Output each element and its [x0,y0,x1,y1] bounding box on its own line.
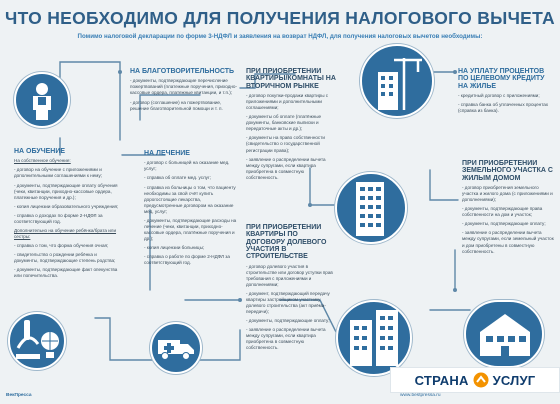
arrow-icon [473,372,489,388]
brand-part-2: УСЛУГ [492,372,536,388]
list-item: - заявление о распределении вычета между супругами, если квартира приобретена в совместную собственность. [246,156,326,180]
list-item: - копия лицензии образовательного учреждения; [14,203,119,209]
publisher-label: ВекПресса [6,393,32,398]
land-block [462,160,556,258]
mortgage-block [458,68,554,117]
list-item: - заявление о распределении вычета между супругами, если земельный участок и дом приобретены в совместную собственность. [462,230,554,254]
list-item: - договор приобретения земельного участка и жилого дома (с приложениями и дополнениями); [462,185,553,203]
list-item: - справка о том, что форма обучения очная; [14,243,109,249]
building-icon [352,178,388,238]
ambulance-icon [156,336,196,362]
list-item: - справка из больницы о том, что пациенту необходимы за свой счёт купить дорогостоящие лекарства, предусмотренные договором на оказание мед. услуг; [144,184,236,214]
person-icon [24,80,60,122]
shared-heading: ПРИ ПРИОБРЕТЕНИИ КВАРТИРЫ ПО ДОГОВОРУ ДОЛЕВОГО УЧАСТИЯ В СТРОИТЕЛЬСТВЕ [246,224,327,261]
list-item: - договор на обучение с приложениями и дополнительными соглашениями к нему; [14,167,103,179]
list-item: На собственное обучение: [14,158,71,164]
list-item: - документы, подтверждающие факт опекунства или попечительства. [14,267,118,279]
crane-building-icon [372,52,424,112]
list-item: - копия лицензии больницы; [144,245,205,251]
list-item: - договор покупки-продажи квартиры с приложениями и дополнительными соглашениями; [246,93,329,111]
list-item: - документы, подтверждающие оплату обучения (чеки, квитанции, приходно-кассовые ордера, платежные поручения и др.); [14,182,118,200]
shared-block [246,224,334,355]
page-subtitle: Помимо налоговой декларации по форме 3-НДФЛ и заявления на возврат НДФЛ, для получения налоговых вычетов необходимы: [77,33,483,40]
list-item: - документы, подтверждающие расходы на лечение (чеки, квитанции, приходно-кассовые ордера, платёжные поручения и др.); [144,217,237,242]
list-item: - справка банка об уплаченных процентах (справка из банка). [458,102,549,114]
list-item: Дополнительно на обучение ребёнка/брата или сестры: [14,227,117,239]
list-item: - свидетельство о рождении ребёнка и документы, подтверждающие степень родства; [14,252,116,264]
mortgage-heading: НА УПЛАТУ ПРОЦЕНТОВ ПО ЦЕЛЕВОМУ КРЕДИТУ НА ЖИЛЬЕ [458,68,545,90]
page-title: ЧТО НЕОБХОДИМО ДЛЯ ПОЛУЧЕНИЯ НАЛОГОВОГО ВЫЧЕТА [5,8,555,28]
globe-icon [38,330,62,360]
list-item: - документы, подтверждающие права собственности на дом и участок; [462,206,543,218]
land-heading: ПРИ ПРИОБРЕТЕНИИ ЗЕМЕЛЬНОГО УЧАСТКА С ЖИЛЫМ ДОМОМ [462,160,553,182]
list-item: - справка об оплате мед. услуг; [144,175,211,181]
list-item: - документ, подтверждающий передачу квартиры застройщиком участнику долевого строительства (акт приёма-передачи); [246,290,330,315]
list-item: - справка о доходах по форме 2-НДФЛ за соответствующий год. [14,212,103,224]
charity-block [130,68,240,115]
education-heading: НА ОБУЧЕНИЕ [14,148,66,155]
brand-logo[interactable] [390,367,560,393]
list-item: - договор с больницей на оказание мед. услуг; [144,160,230,172]
treatment-heading: НА ЛЕЧЕНИЕ [144,150,190,157]
brand-part-1: СТРАНА [414,372,469,388]
publisher-url[interactable]: www.bestpressa.ru [400,393,441,398]
charity-heading: НА БЛАГОТВОРИТЕЛЬНОСТЬ [130,68,235,75]
secondary-block [246,68,336,184]
list-item: - справка о работе по форме 2-НДФЛ за соответствующий год. [144,254,230,266]
list-item: - документы об оплате (платёжные документы, банковские выписки и передаточные акты и др.); [246,114,322,132]
list-item: - договор (соглашение) на пожертвование, решение благотворительной помощи и т. п. [130,99,223,111]
list-item: - документы на право собственности (свидетельство о государственной регистрации права); [246,135,325,153]
list-item: - договор долевого участия в строительстве или договор уступки прав требования с приложениями и дополнениями; [246,263,333,287]
list-item: - документы, подтверждающие оплату; [246,318,330,324]
building-icon [346,306,402,368]
house-icon [476,310,534,358]
list-item: - заявление о распределении вычета между супругами, если квартира приобретена в совместную собственность. [246,327,326,351]
education-block [14,148,120,282]
list-item: - документы, подтверждающие оплату; [462,221,546,227]
list-item: - документы, подтверждающие перечисление пожертвований (платежные поручения, приходно-кассовые ордера, платежные квитанции, и т.п.); [130,78,238,96]
secondary-heading: ПРИ ПРИОБРЕТЕНИИ КВАРТИРЫ/КОМНАТЫ НА ВТОРИЧНОМ РЫНКЕ [246,68,336,90]
treatment-block [144,150,238,269]
list-item: - кредитный договор с приложениями; [458,93,540,99]
